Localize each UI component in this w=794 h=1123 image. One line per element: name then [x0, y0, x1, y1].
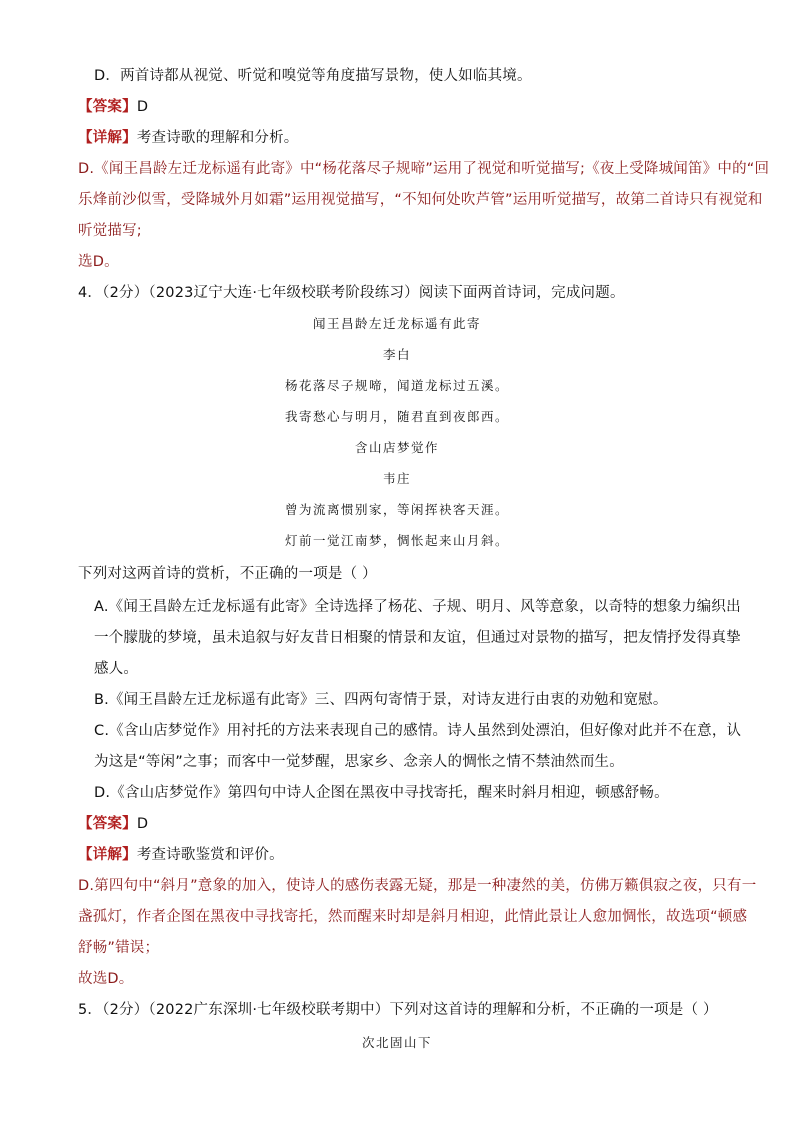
poem1-author: 李白	[382, 347, 411, 362]
detail-label: 【详解】	[78, 130, 137, 146]
q4-question: 下列对这两首诗的赏析，不正确的一项是（ ）	[78, 566, 377, 582]
q4-option-a-line-1: A.《闻王昌龄左迁龙标遥有此寄》全诗选择了杨花、子规、明月、风等意象，以奇特的想象力编织出	[94, 599, 741, 615]
q4-option-b: B.《闻王昌龄左迁龙标遥有此寄》三、四两句寄情于景，对诗友进行由衷的劝勉和宽慰。	[94, 692, 668, 708]
q3-option-d: D．两首诗都从视觉、听觉和嗅觉等角度描写景物，使人如临其境。	[94, 68, 532, 84]
poem1-line-2: 我寄愁心与明月，随君直到夜郎西。	[284, 409, 509, 424]
q3-analysis-line-3: 听觉描写;	[78, 223, 142, 239]
q3-analysis-line-2: 乐烽前沙似雪，受降城外月如霜”运用视觉描写，“不知何处吹芦管”运用听觉描写，故第二首诗只有视觉和	[78, 192, 763, 208]
poem2-author: 韦庄	[382, 471, 411, 486]
q4-analysis-line-2: 盏孤灯，作者企图在黑夜中寻找寄托，然而醒来时却是斜月相迎，此情此景让人愈加惆怅，故选项“顿感	[78, 909, 748, 925]
answer-label: 【答案】	[78, 816, 137, 832]
answer-value: D	[136, 99, 149, 115]
poem2-line-1: 曾为流离惯别家，等闲挥袂客天涯。	[284, 502, 509, 517]
q4-option-a-line-2: 一个朦胧的梦境，虽未追叙与好友昔日相聚的情景和友谊，但通过对景物的描写，把友情抒发得真挚	[94, 630, 741, 646]
q5-poem-title: 次北固山下	[361, 1035, 432, 1050]
detail-text: 考查诗歌的理解和分析。	[136, 130, 299, 146]
answer-value: D	[136, 816, 149, 832]
answer-label: 【答案】	[78, 99, 137, 115]
detail-label: 【详解】	[78, 847, 137, 863]
q4-conclusion: 故选D。	[78, 971, 134, 987]
q4-option-a-line-3: 感人。	[94, 661, 139, 677]
q3-analysis-line-1: D.《闻王昌龄左迁龙标遥有此寄》中“杨花落尽子规啼”运用了视觉和听觉描写;《夜上受降城闻笛》中的“回	[78, 161, 770, 177]
q4-header: 4．（2分）（2023辽宁大连·七年级校联考阶段练习）阅读下面两首诗词，完成问题。	[78, 285, 625, 301]
q4-option-c-line-2: 为这是“等闲”之事；而客中一觉梦醒，思家乡、念亲人的惆怅之情不禁油然而生。	[94, 754, 624, 770]
q4-option-d: D.《含山店梦觉作》第四句中诗人企图在黑夜中寻找寄托，醒来时斜月相迎，顿感舒畅。	[94, 785, 669, 801]
q3-answer	[78, 97, 734, 117]
q3-conclusion: 选D。	[78, 254, 119, 270]
q4-answer	[78, 814, 734, 834]
poem1-line-1: 杨花落尽子规啼，闻道龙标过五溪。	[284, 378, 509, 393]
q4-detail	[78, 845, 734, 865]
poem1-title: 闻王昌龄左迁龙标遥有此寄	[312, 316, 481, 331]
q4-analysis-line-1: D.第四句中“斜月”意象的加入，使诗人的感伤表露无疑，那是一种凄然的美，仿佛万籁俱寂之夜，只有一	[78, 878, 757, 894]
detail-text: 考查诗歌鉴赏和评价。	[136, 847, 284, 863]
poem2-title: 含山店梦觉作	[354, 440, 439, 455]
q4-option-c-line-1: C.《含山店梦觉作》用衬托的方法来表现自己的感情。诗人虽然到处漂泊，但好像对此并不在意，认	[94, 723, 742, 739]
q5-header: 5．（2分）（2022广东深圳·七年级校联考期中）下列对这首诗的理解和分析，不正确的一项是（ ）	[78, 1002, 718, 1018]
q4-analysis-line-3: 舒畅”错误；	[78, 940, 160, 956]
poem2-line-2: 灯前一觉江南梦，惆怅起来山月斜。	[284, 533, 509, 548]
q3-detail	[78, 128, 734, 148]
